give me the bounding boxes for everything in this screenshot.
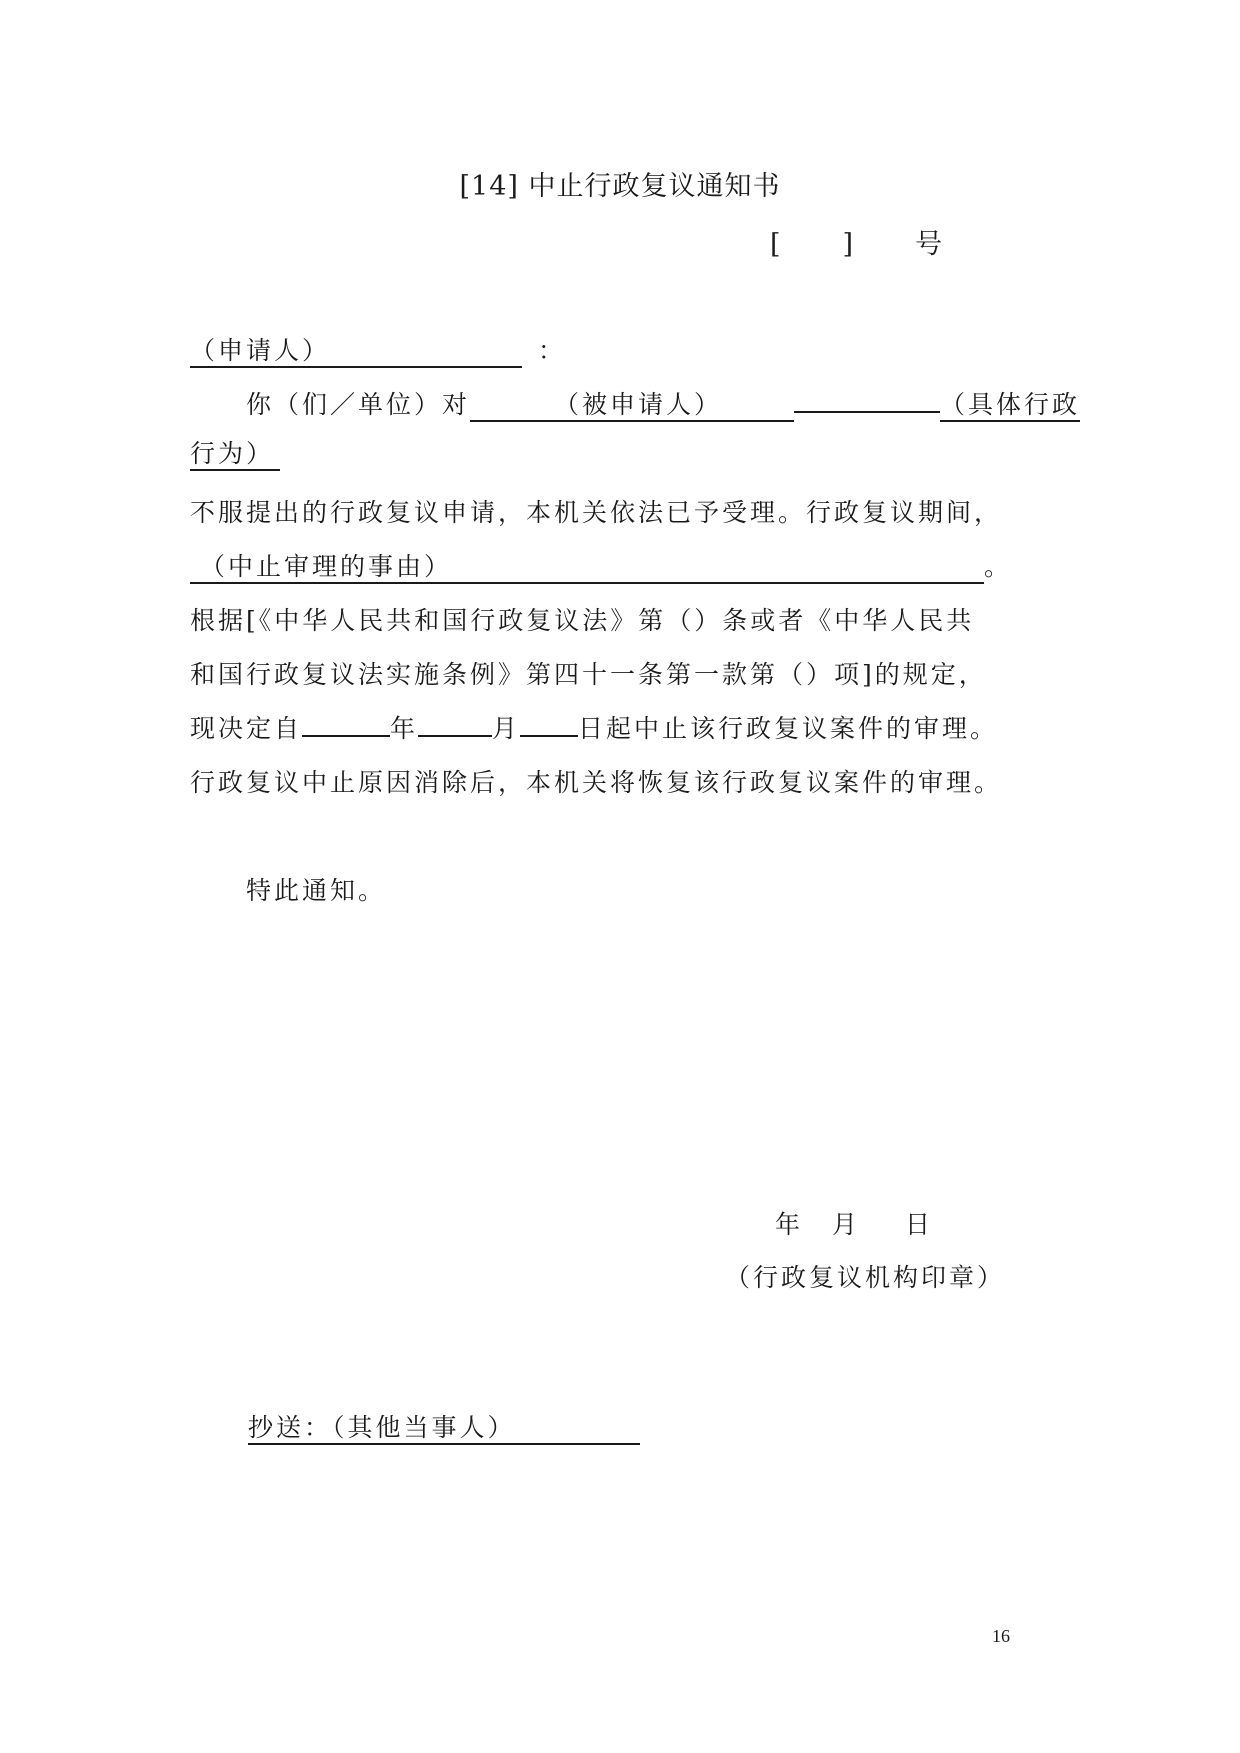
document-number xyxy=(770,222,942,261)
reason-placeholder: （中止审理的事由） xyxy=(190,552,984,584)
addressee-line xyxy=(190,331,566,368)
closing-text: 特此通知。 xyxy=(246,876,387,905)
page-number: 16 xyxy=(992,1626,1010,1646)
month-blank xyxy=(418,711,492,737)
addressee-placeholder: （申请人） xyxy=(190,336,522,368)
date-year-label: 年 xyxy=(775,1210,801,1239)
respondent-placeholder: （被申请人） xyxy=(470,390,794,422)
body-line-3: 不服提出的行政复议申请，本机关依法已予受理。行政复议期间， xyxy=(190,498,1003,527)
year-label: 年 xyxy=(390,714,419,743)
date-month-label: 月 xyxy=(832,1210,858,1239)
day-blank xyxy=(520,711,578,737)
cc-text: 抄送：（其他当事人） xyxy=(248,1413,640,1445)
doc-number-open-bracket: [ xyxy=(770,229,781,260)
month-label: 月 xyxy=(492,714,521,743)
body-line-8: 行政复议中止原因消除后，本机关将恢复该行政复议案件的审理。 xyxy=(190,768,1003,797)
body-line-5: 根据[《中华人民共和国行政复议法》第（）条或者《中华人民共 xyxy=(190,606,975,635)
body-line-1 xyxy=(246,385,1080,422)
body-intro: 你（们／单位）对 xyxy=(246,390,471,419)
signature-date xyxy=(775,1205,930,1241)
decision-suffix: 日起中止该行政复议案件的审理。 xyxy=(578,714,999,743)
document-title: [14] 中止行政复议通知书 xyxy=(459,171,781,202)
cc-line xyxy=(248,1413,640,1445)
act-placeholder-part2: 行为） xyxy=(190,439,280,471)
body-line-2 xyxy=(190,439,280,471)
decision-intro: 现决定自 xyxy=(190,714,303,743)
body-line-6: 和国行政复议法实施条例》第四十一条第一款第（）项]的规定， xyxy=(190,660,987,689)
year-blank xyxy=(302,711,390,737)
doc-number-suffix: 号 xyxy=(915,229,943,260)
act-placeholder-part1: （具体行政 xyxy=(940,390,1080,422)
seal-placeholder: （行政复议机构印章） xyxy=(725,1263,1006,1292)
addressee-colon: ： xyxy=(538,336,567,365)
date-day-label: 日 xyxy=(905,1210,931,1239)
reason-end: 。 xyxy=(984,552,1013,581)
body-line-4 xyxy=(190,547,1012,584)
doc-number-close-bracket: ] xyxy=(842,229,854,260)
body-line-7 xyxy=(190,709,998,745)
